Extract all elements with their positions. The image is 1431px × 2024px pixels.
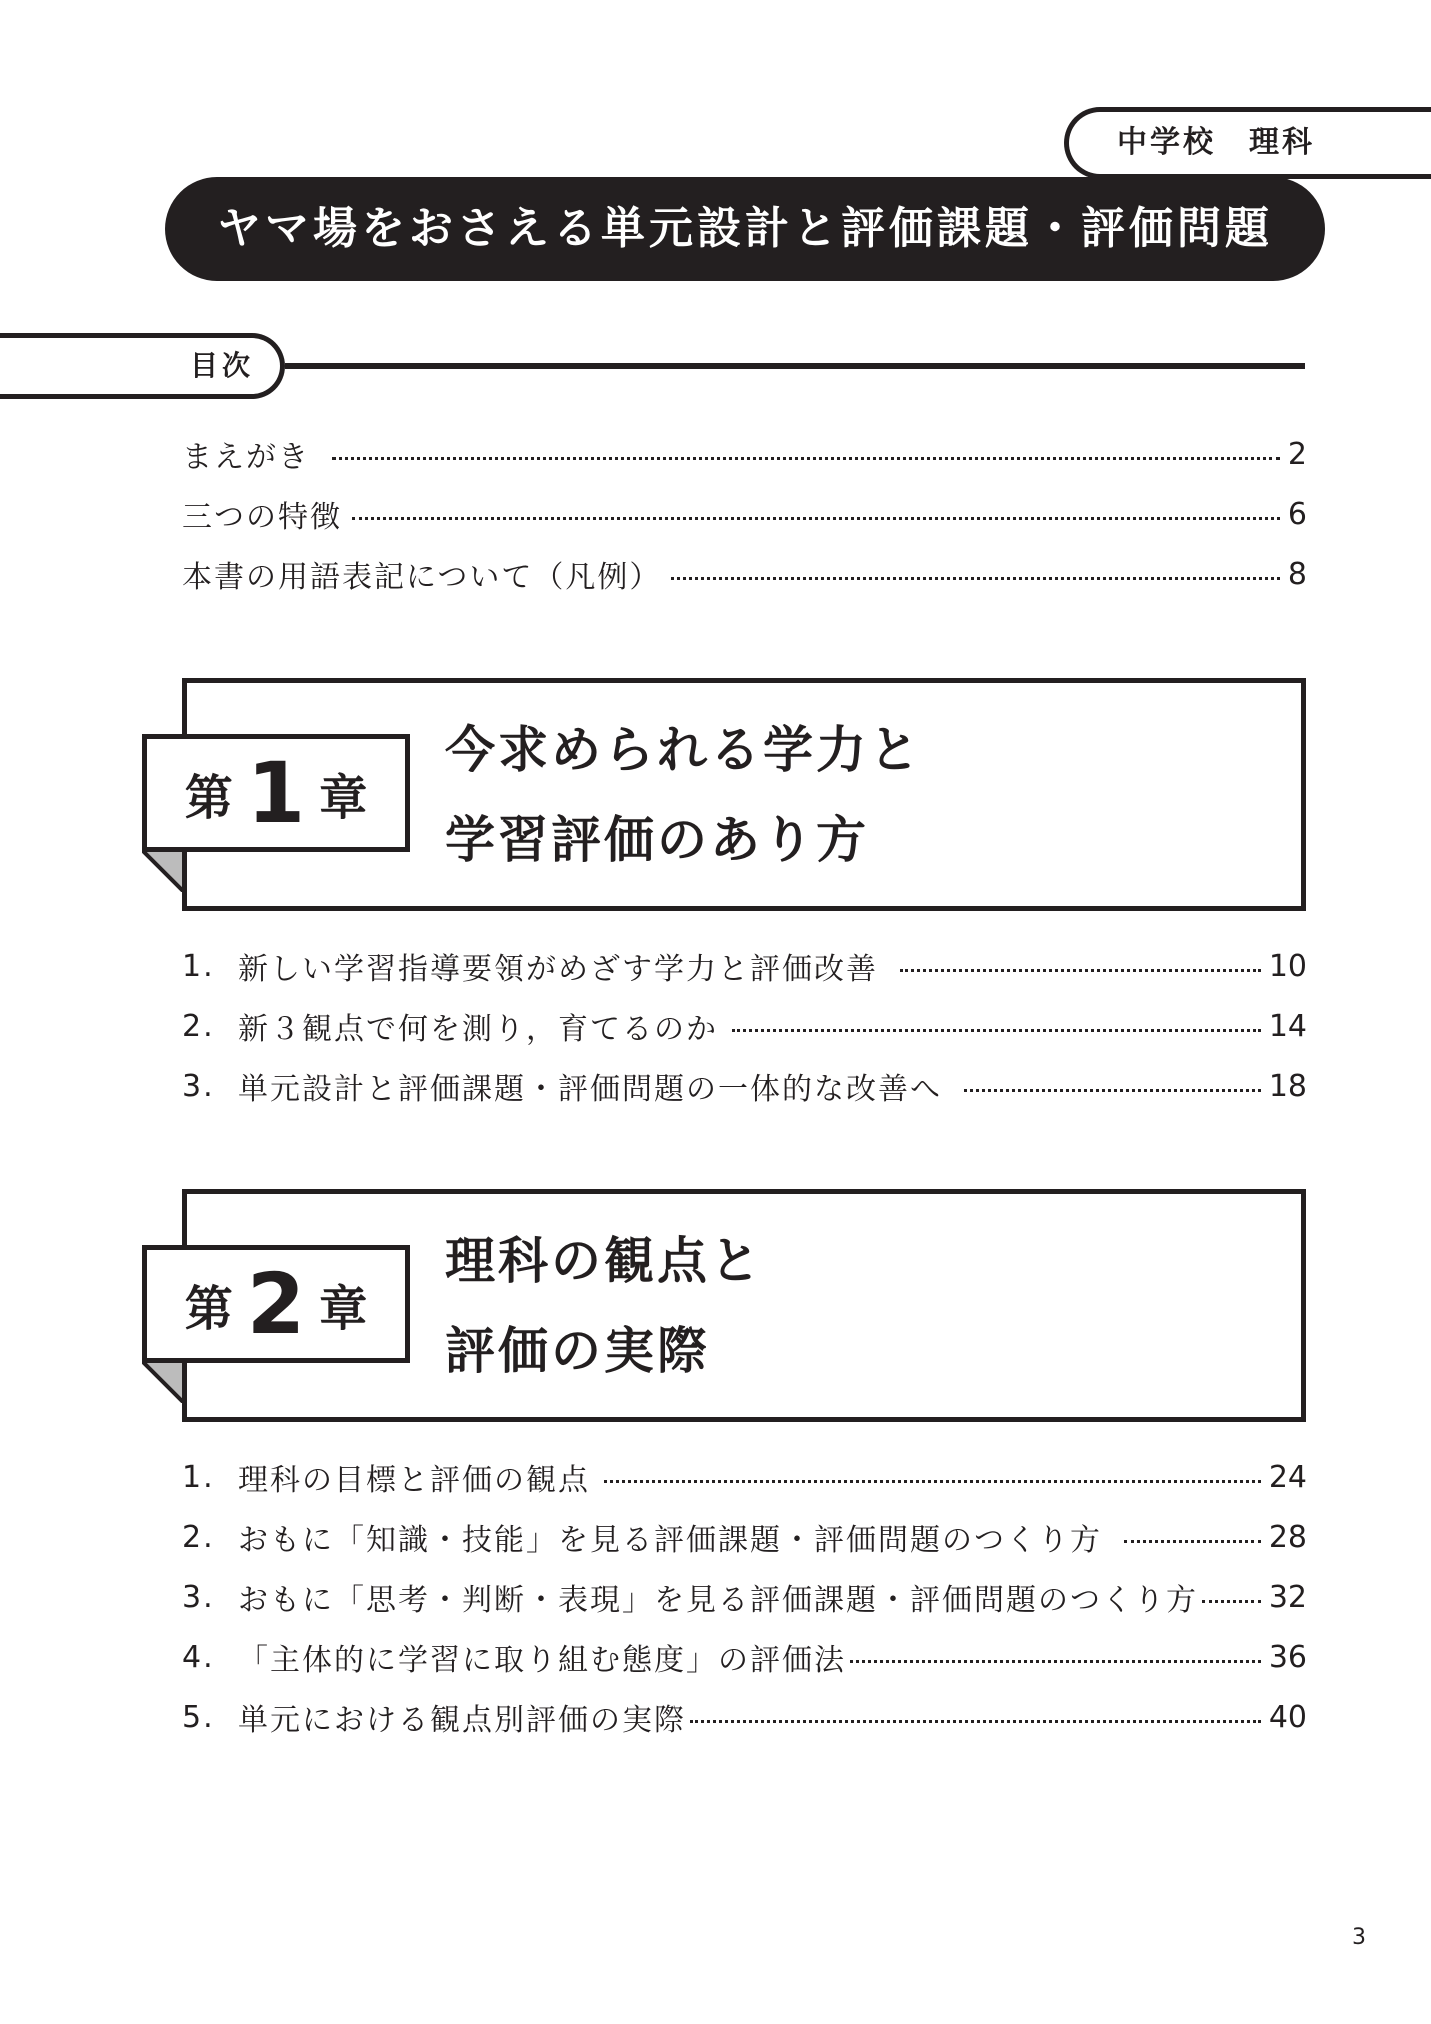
toc-entry-page: 6 xyxy=(1287,496,1307,532)
chapter-1-label xyxy=(142,734,410,852)
dot-leader xyxy=(690,1720,1261,1723)
toc-entry-page: 10 xyxy=(1268,948,1307,984)
chapter-number: 1 xyxy=(246,744,306,842)
toc-entry-page: 2 xyxy=(1287,436,1307,472)
toc-entry-2-3[interactable] xyxy=(182,1575,1307,1619)
section-number: 3. xyxy=(182,1068,215,1104)
dot-leader xyxy=(1124,1540,1261,1543)
dot-leader xyxy=(850,1660,1261,1663)
dot-leader xyxy=(604,1480,1261,1483)
toc-divider xyxy=(285,363,1305,369)
toc-entry-page: 8 xyxy=(1287,556,1307,592)
toc-entry-page: 18 xyxy=(1268,1068,1307,1104)
section-number: 2. xyxy=(182,1008,215,1044)
toc-entry-preface[interactable] xyxy=(182,432,1307,476)
toc-entry-2-1[interactable] xyxy=(182,1455,1307,1499)
toc-entry-title: 理科の目標と評価の観点 xyxy=(238,1463,590,1498)
dot-leader xyxy=(964,1089,1261,1092)
page-number: 3 xyxy=(1352,1925,1366,1950)
toc-entry-2-5[interactable] xyxy=(182,1695,1307,1739)
toc-entry-legend[interactable] xyxy=(182,552,1307,596)
chapter-prefix: 第 xyxy=(184,769,233,826)
subject-tab: 中学校 理科 xyxy=(1064,107,1431,179)
chapter-2-label xyxy=(142,1245,410,1363)
toc-entry-title: まえがき xyxy=(182,440,310,475)
toc-entry-title: 「主体的に学習に取り組む態度」の評価法 xyxy=(238,1643,846,1678)
toc-entry-page: 40 xyxy=(1268,1699,1307,1735)
toc-entry-title: おもに「思考・判断・表現」を見る評価課題・評価問題のつくり方 xyxy=(238,1583,1198,1618)
toc-entry-page: 32 xyxy=(1268,1579,1307,1615)
toc-entry-page: 36 xyxy=(1268,1639,1307,1675)
toc-entry-title: おもに「知識・技能」を見る評価課題・評価問題のつくり方 xyxy=(238,1523,1102,1558)
book-title-banner: ヤマ場をおさえる単元設計と評価課題・評価問題 xyxy=(165,177,1325,281)
chapter-suffix: 章 xyxy=(319,1280,368,1337)
toc-heading-tab xyxy=(0,333,285,399)
chapter-2-title xyxy=(445,1216,763,1396)
chapter-suffix: 章 xyxy=(319,769,368,826)
dot-leader xyxy=(732,1029,1261,1032)
toc-heading: 目次 xyxy=(190,349,255,382)
toc-entry-page: 24 xyxy=(1268,1459,1307,1495)
toc-entry-1-3[interactable] xyxy=(182,1064,1307,1108)
dot-leader xyxy=(352,517,1280,520)
toc-entry-title: 単元における観点別評価の実際 xyxy=(238,1703,686,1738)
toc-entry-features[interactable] xyxy=(182,492,1307,536)
section-number: 1. xyxy=(182,948,215,984)
chapter-title-line: 理科の観点と xyxy=(445,1232,763,1290)
toc-entry-title: 本書の用語表記について（凡例） xyxy=(182,560,662,595)
toc-entry-page: 28 xyxy=(1268,1519,1307,1555)
toc-entry-2-2[interactable] xyxy=(182,1515,1307,1559)
dot-leader xyxy=(900,969,1261,972)
section-number: 2. xyxy=(182,1519,215,1555)
dot-leader xyxy=(671,577,1280,580)
toc-entry-title: 単元設計と評価課題・評価問題の一体的な改善へ xyxy=(238,1072,942,1107)
chapter-title-line: 評価の実際 xyxy=(445,1322,710,1380)
toc-entry-page: 14 xyxy=(1268,1008,1307,1044)
toc-entry-2-4[interactable] xyxy=(182,1635,1307,1679)
chapter-title-line: 今求められる学力と xyxy=(445,721,922,779)
section-number: 3. xyxy=(182,1579,215,1615)
toc-entry-title: 三つの特徴 xyxy=(182,500,342,535)
dot-leader xyxy=(332,457,1280,460)
chapter-number: 2 xyxy=(246,1255,306,1353)
toc-entry-title: 新３観点で何を測り，育てるのか xyxy=(238,1012,718,1047)
chapter-1-title xyxy=(445,705,922,885)
chapter-title-line: 学習評価のあり方 xyxy=(445,811,869,869)
section-number: 1. xyxy=(182,1459,215,1495)
page-fold-icon xyxy=(142,1361,184,1403)
toc-entry-1-1[interactable] xyxy=(182,944,1307,988)
page-fold-icon xyxy=(142,850,184,892)
dot-leader xyxy=(1202,1600,1261,1603)
chapter-prefix: 第 xyxy=(184,1280,233,1337)
section-number: 5. xyxy=(182,1699,215,1735)
toc-entry-title: 新しい学習指導要領がめざす学力と評価改善 xyxy=(238,952,878,987)
section-number: 4. xyxy=(182,1639,215,1675)
toc-entry-1-2[interactable] xyxy=(182,1004,1307,1048)
